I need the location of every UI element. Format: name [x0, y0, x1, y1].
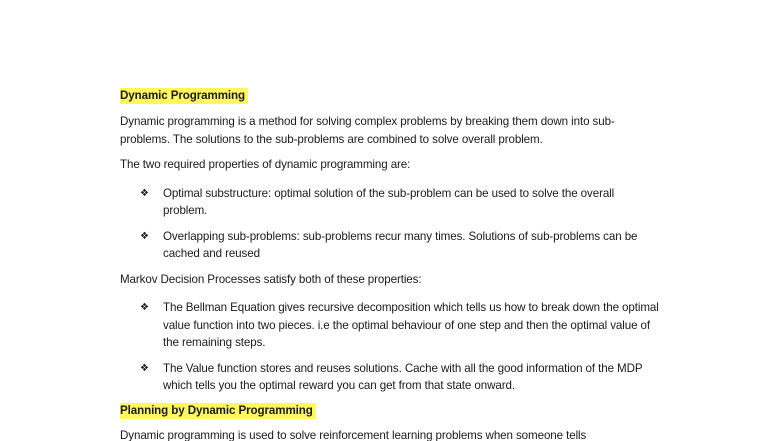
- list-item: [120, 360, 660, 395]
- list-item: [120, 299, 660, 352]
- paragraph-mdp: Markov Decision Processes satisfy both of these properties:: [120, 272, 422, 286]
- diamond-bullet-icon: ❖: [140, 187, 149, 199]
- section-heading-dynamic-programming: Dynamic Programming: [120, 88, 248, 104]
- list-item-text: The Value function stores and reuses solutions. Cache with all the good information of the MDP which tells you the optimal reward you can get from that state onward.: [163, 361, 643, 392]
- diamond-bullet-icon: ❖: [140, 302, 149, 313]
- paragraph-definition: Dynamic programming is a method for solving complex problems by breaking them down into sub-problems. The solutions to the sub-problems are combined to solve overall problem.: [120, 115, 615, 146]
- list-item-text: The Bellman Equation gives recursive decomposition which tells us how to break down the optimal value function into two pieces. i.e the optimal behaviour of one step and then the optimal value of the remaining steps.: [163, 301, 659, 349]
- heading-block: [120, 88, 660, 104]
- heading-block: [120, 403, 660, 419]
- list-item: [120, 185, 660, 220]
- diamond-bullet-icon: ❖: [140, 362, 149, 374]
- mdp-list: [120, 299, 660, 395]
- diamond-bullet-icon: ❖: [140, 230, 149, 242]
- section-heading-planning: Planning by Dynamic Programming: [120, 403, 316, 419]
- paragraph-properties-intro: The two required properties of dynamic programming are:: [120, 158, 411, 171]
- properties-list: [120, 185, 660, 263]
- document-body: [120, 88, 660, 441]
- list-item-text: Optimal substructure: optimal solution of the sub-problem can be used to solve the overall problem.: [163, 186, 615, 217]
- list-item-text: Overlapping sub-problems: sub-problems recur many times. Solutions of sub-problems can be cached and reused: [163, 229, 638, 260]
- paragraph-planning: Dynamic programming is used to solve reinforcement learning problems when someone tells: [120, 428, 587, 441]
- list-item: [120, 228, 660, 263]
